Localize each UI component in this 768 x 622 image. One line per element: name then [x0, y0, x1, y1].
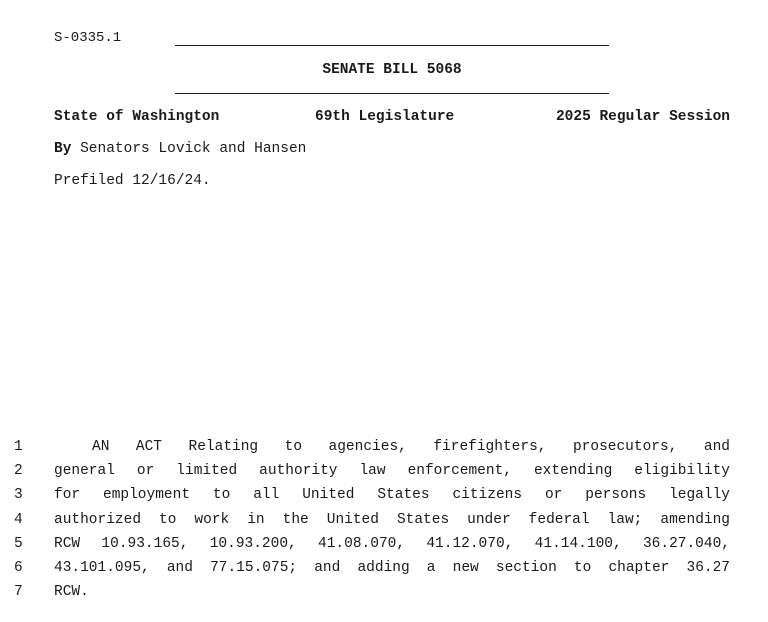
body-line: authorized to work in the United States under federal law; amending [54, 511, 730, 528]
body-line: general or limited authority law enforcement, extending eligibility [54, 463, 730, 480]
sponsor-names: Senators Lovick and Hansen [80, 141, 307, 157]
body-line: 43.101.095, and 77.15.075; and adding a new section to chapter 36.27 [54, 559, 730, 576]
bill-body [54, 437, 730, 606]
body-line: RCW 10.93.165, 10.93.200, 41.08.070, 41.12.070, 41.14.100, 36.27.040, [54, 535, 730, 552]
body-line: RCW. [54, 584, 89, 601]
state-label: State of Washington [54, 109, 220, 125]
title-rule-bottom [175, 93, 609, 94]
sponsors-line [54, 141, 306, 157]
line-number: 5 [14, 535, 23, 552]
title-rule-top [175, 45, 609, 46]
line-numbers [14, 437, 28, 606]
body-line: AN ACT Relating to agencies, firefighters, prosecutors, and [92, 439, 730, 455]
prefiled-date: Prefiled 12/16/24. [54, 173, 211, 189]
line-number: 2 [14, 463, 23, 480]
legislature-label: 69th Legislature [315, 109, 455, 125]
line-number: 7 [14, 584, 23, 601]
line-number: 1 [14, 439, 23, 455]
bill-title: SENATE BILL 5068 [322, 62, 462, 78]
line-number: 3 [14, 487, 23, 504]
line-number: 4 [14, 511, 23, 528]
session-label: 2025 Regular Session [555, 109, 730, 125]
body-line: for employment to all United States citizens or persons legally [54, 487, 730, 504]
line-number: 6 [14, 559, 23, 576]
document-id: S-0335.1 [54, 30, 122, 46]
by-label: By [54, 141, 72, 157]
